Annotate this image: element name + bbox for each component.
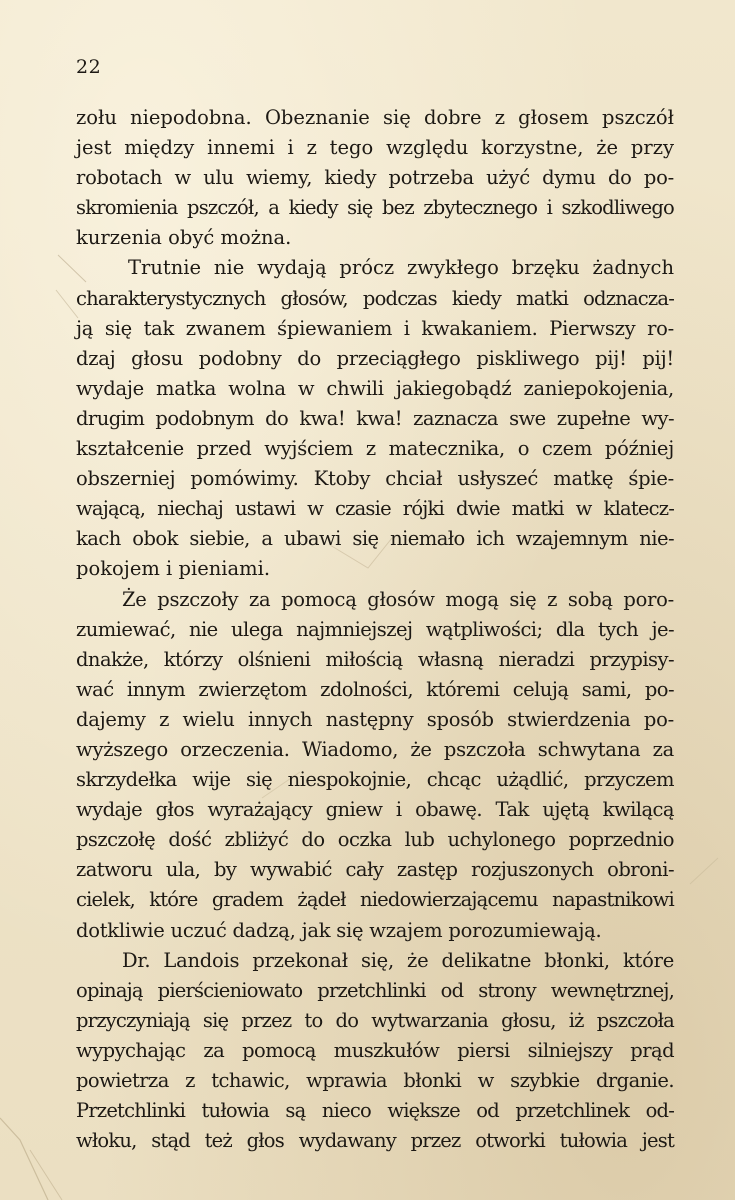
text-line: Przetchlinki tułowia są nieco większe od przetchlinek od- — [76, 1099, 674, 1123]
text-line: kształcenie przed wyjściem z matecznika, o czem później — [76, 437, 674, 461]
text-line: wającą, niechaj ustawi w czasie rójki dwie matki w klatecz- — [76, 497, 674, 521]
text-line: skrzydełka wije się niespokojnie, chcąc użądlić, przyczem — [76, 768, 674, 792]
text-line: Trutnie nie wydają prócz zwykłego brzęku żadnych — [128, 256, 674, 280]
body-text — [76, 103, 674, 1156]
text-line: Dr. Landois przekonał się, że delikatne błonki, które — [122, 948, 674, 972]
page-number: 22 — [76, 56, 102, 78]
text-line: opinają pierścieniowato przetchlinki od strony wewnętrznej, — [76, 978, 674, 1002]
text-line: drugim podobnym do kwa! kwa! zaznacza swe zupełne wy- — [76, 406, 674, 430]
text-line: kach obok siebie, a ubawi się niemało ich wzajemnym nie- — [76, 527, 674, 551]
text-line: dajemy z wielu innych następny sposób stwierdzenia po- — [76, 707, 674, 731]
text-line: wydaje matka wolna w chwili jakiegobądź zaniepokojenia, — [76, 376, 674, 400]
text-line: wyższego orzeczenia. Wiadomo, że pszczoła schwytana za — [76, 737, 674, 761]
text-line: robotach w ulu wiemy, kiedy potrzeba użyć dymu do po- — [76, 166, 674, 190]
text-line: Że pszczoły za pomocą głosów mogą się z sobą poro- — [122, 587, 674, 611]
text-line: zumiewać, nie ulega najmniejszej wątpliwości; dla tych je- — [76, 617, 674, 641]
text-line: cielek, które gradem żądeł niedowierzającemu napastnikowi — [76, 888, 674, 912]
text-line: wać innym zwierzętom zdolności, któremi celują sami, po- — [76, 677, 674, 701]
text-line: skromienia pszczół, a kiedy się bez zbytecznego i szkodliwego — [76, 196, 674, 220]
text-line: dzaj głosu podobny do przeciągłego piskliwego pij! pij! — [76, 346, 674, 370]
text-line: ją się tak zwanem śpiewaniem i kwakaniem. Pierwszy ro- — [76, 316, 674, 340]
text-line: dnakże, którzy olśnieni miłością własną nieradzi przypisy- — [76, 647, 674, 671]
text-line: dotkliwie uczuć dadzą, jak się wzajem porozumiewają. — [76, 918, 602, 942]
text-line: zołu niepodobna. Obeznanie się dobre z głosem pszczół — [76, 106, 674, 129]
text-line: włoku, stąd też głos wydawany przez otworki tułowia jest — [76, 1129, 674, 1153]
text-line: obszerniej pomówimy. Ktoby chciał usłyszeć matkę śpie- — [76, 467, 674, 491]
text-line: pszczołę dość zbliżyć do oczka lub uchylonego poprzednio — [76, 828, 674, 852]
text-line: powietrza z tchawic, wprawia błonki w szybkie drganie. — [76, 1069, 674, 1092]
text-line: pokojem i pieniami. — [76, 557, 271, 581]
text-line: zatworu ula, by wywabić cały zastęp rozjuszonych obroni- — [76, 858, 674, 882]
text-line: wydaje głos wyrażający gniew i obawę. Tak ujętą kwilącą — [76, 798, 674, 822]
text-line: charakterystycznych głosów, podczas kiedy matki odznacza- — [76, 286, 674, 310]
text-line: jest między innemi i z tego względu korzystne, że przy — [76, 136, 674, 160]
text-line: wypychając za pomocą muszkułów piersi silniejszy prąd — [76, 1038, 674, 1062]
text-line: przyczyniają się przez to do wytwarzania głosu, iż pszczoła — [76, 1008, 674, 1032]
text-line: kurzenia obyć można. — [76, 226, 292, 250]
